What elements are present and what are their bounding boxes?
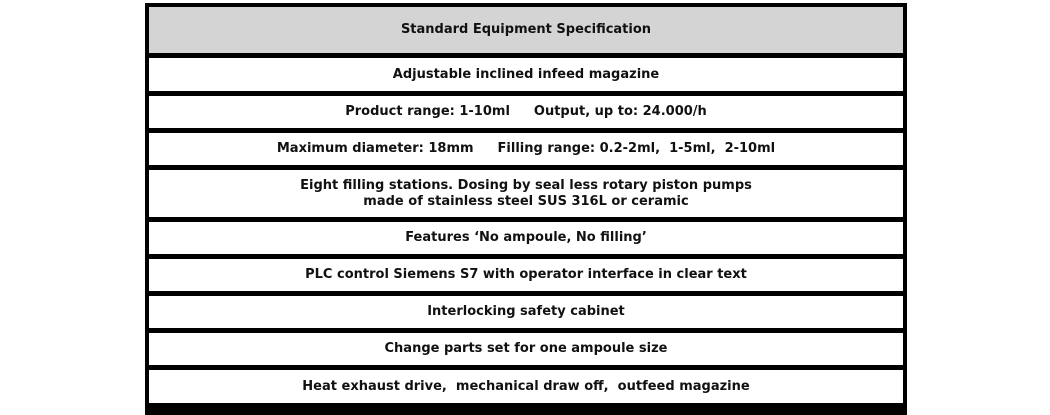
table-row bbox=[149, 370, 903, 403]
table-row bbox=[149, 170, 903, 217]
table-row bbox=[149, 133, 903, 165]
row-text: PLC control Siemens S7 with operator interface in clear text bbox=[305, 267, 747, 282]
table-row bbox=[149, 96, 903, 128]
table-header bbox=[149, 7, 903, 53]
row-text-line-1: Eight filling stations. Dosing by seal less rotary piston pumps bbox=[300, 177, 752, 193]
row-text-right: Output, up to: 24.000/h bbox=[533, 104, 707, 119]
row-text: Change parts set for one ampoule size bbox=[384, 341, 668, 356]
row-text-line-2: made of stainless steel SUS 316L or ceramic bbox=[363, 193, 689, 209]
table-row bbox=[149, 259, 903, 291]
row-text: Heat exhaust drive, mechanical draw off, outfeed magazine bbox=[302, 378, 750, 394]
table-row bbox=[149, 296, 903, 328]
row-text-left: Product range: 1-10ml bbox=[345, 104, 510, 119]
equipment-spec-table bbox=[145, 3, 907, 415]
row-text: Interlocking safety cabinet bbox=[427, 304, 625, 319]
row-text-left: Maximum diameter: 18mm bbox=[276, 141, 474, 156]
row-inline-group bbox=[277, 141, 775, 157]
row-inline-group bbox=[345, 104, 707, 120]
row-text: Features ‘No ampoule, No filling’ bbox=[405, 230, 647, 245]
table-header-label: Standard Equipment Specification bbox=[400, 22, 652, 37]
row-text-right: Filling range: 0.2-2ml, 1-5ml, 2-10ml bbox=[497, 141, 776, 156]
table-row bbox=[149, 333, 903, 365]
table-row bbox=[149, 222, 903, 254]
row-text: Adjustable inclined infeed magazine bbox=[392, 66, 660, 82]
table-row bbox=[149, 58, 903, 91]
